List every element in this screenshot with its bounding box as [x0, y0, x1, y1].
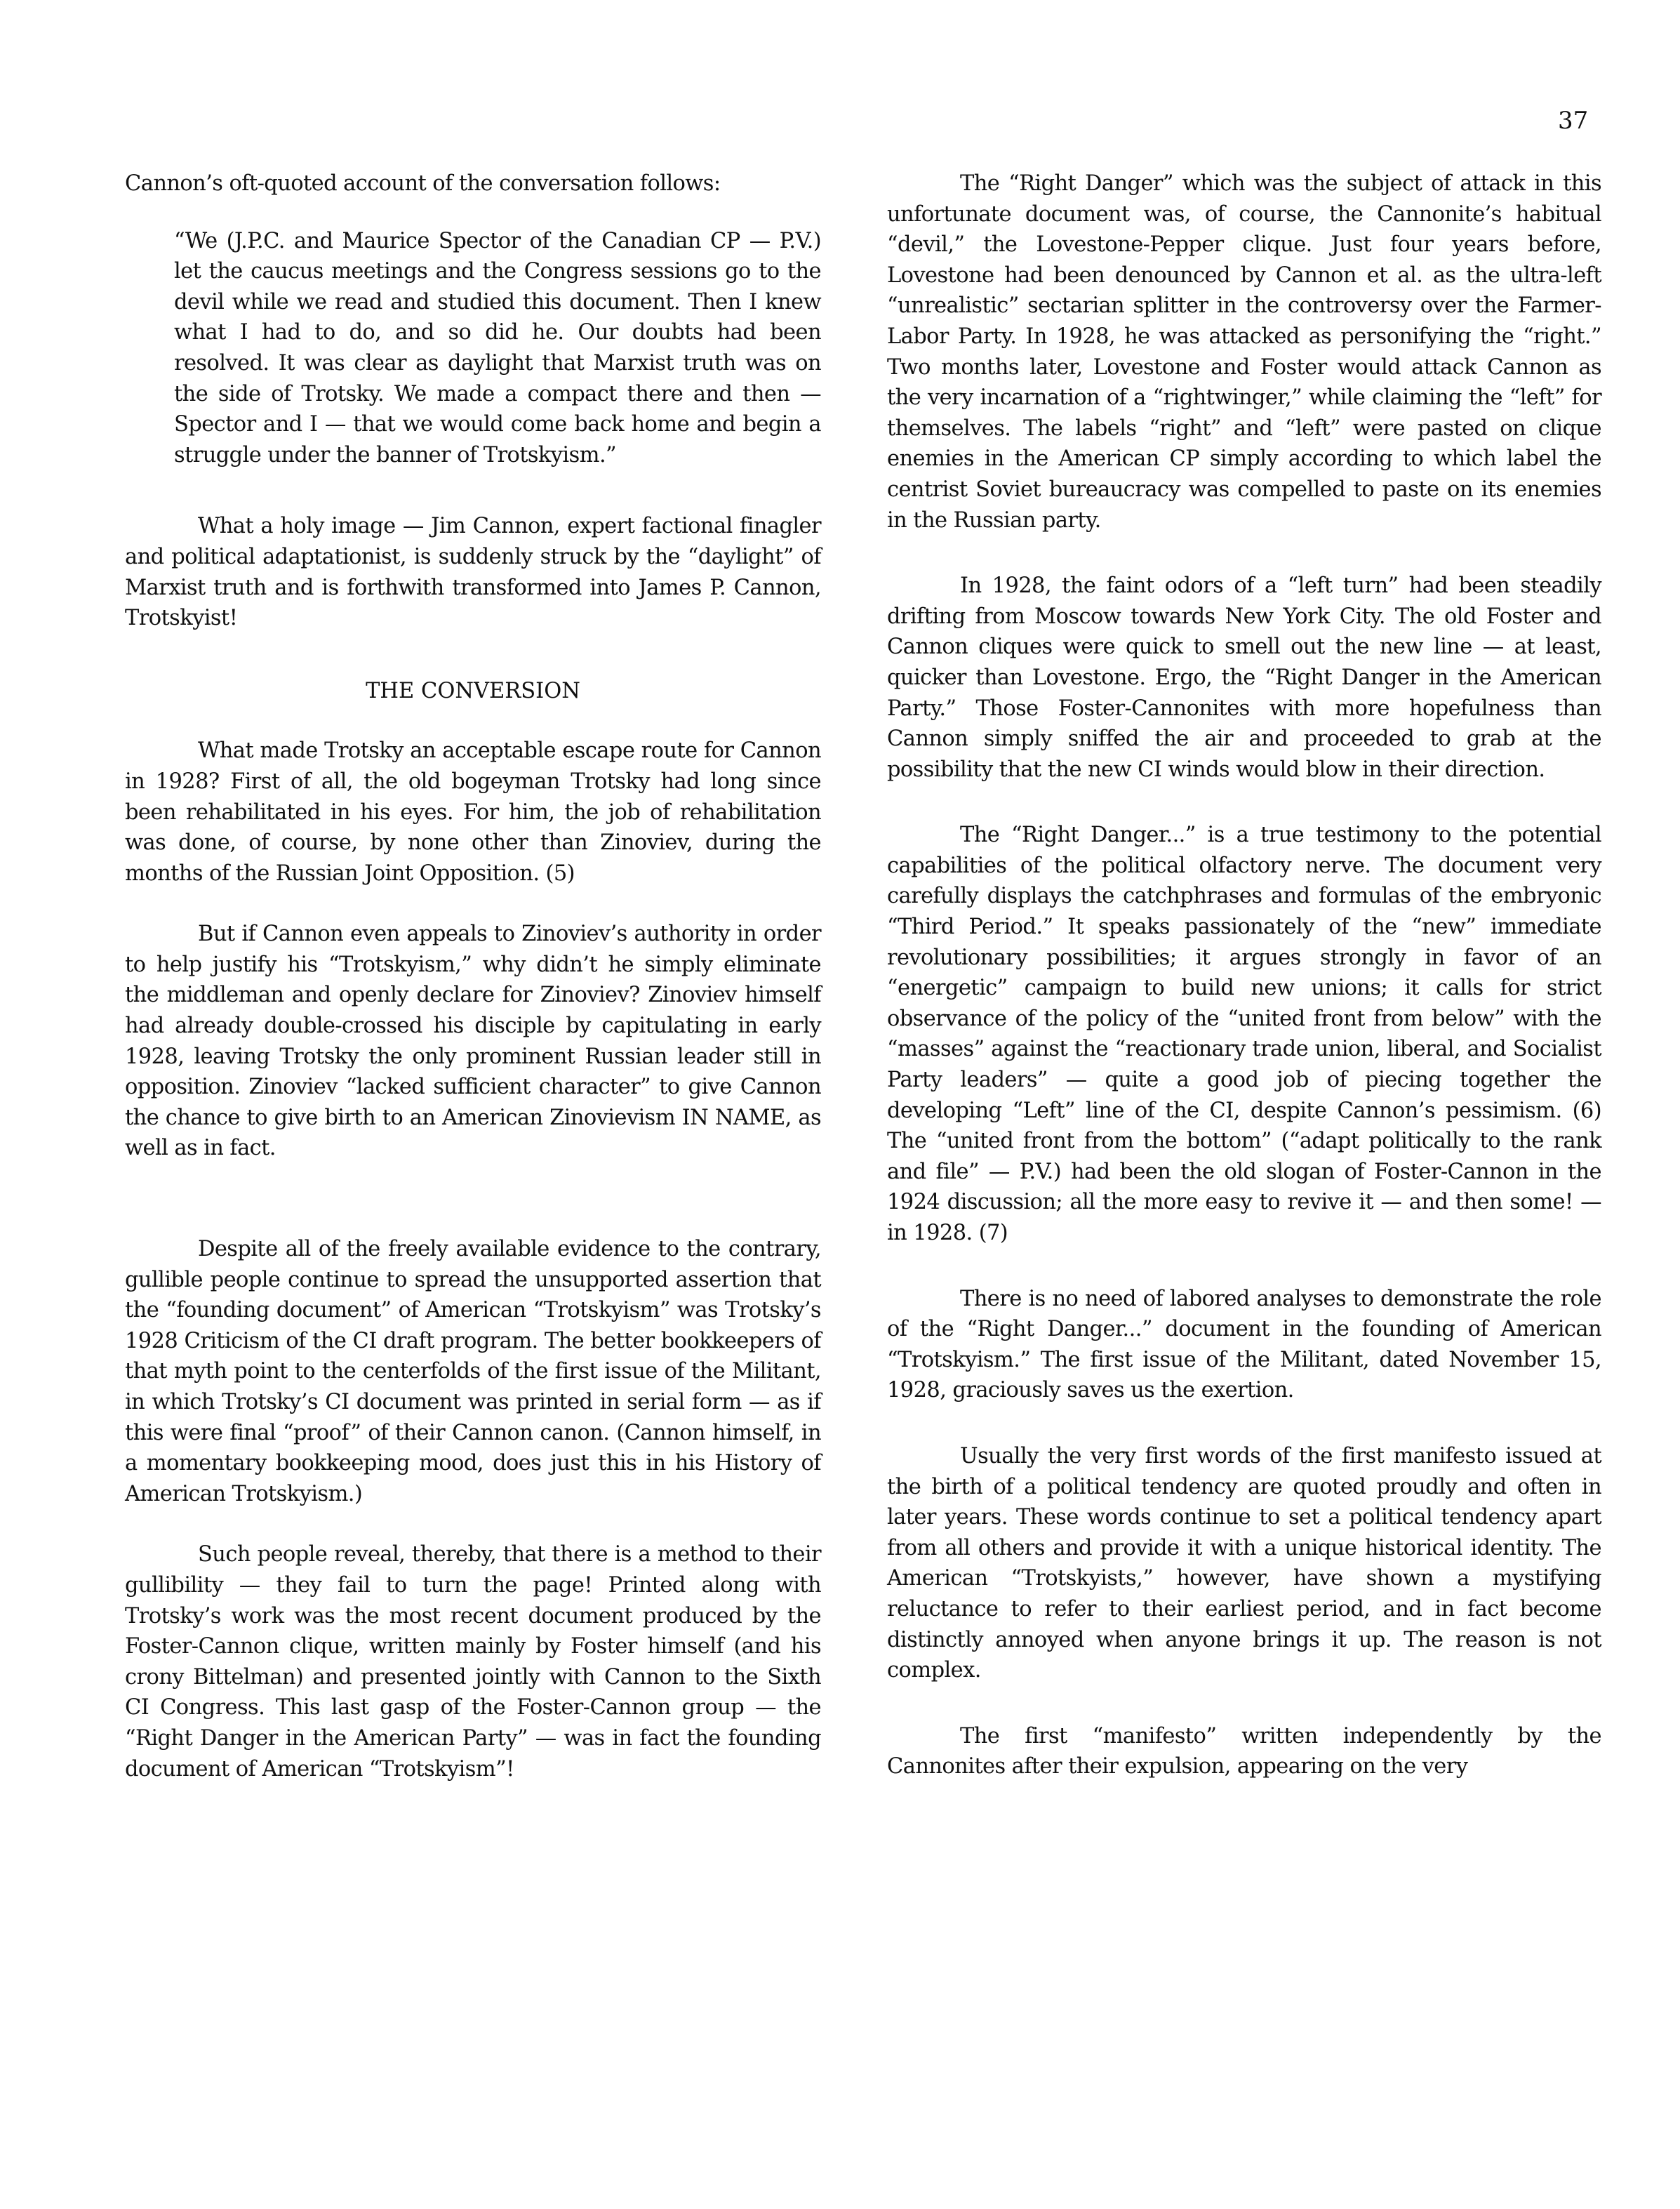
quote-text: “We (J.P.C. and Maurice Spector of the Canadian CP — P.V.) let the caucus meetings and the Congress sessions go to the devil while we read and studied this document. Then I knew what I had to do, and so did he. Our doubts had been resolved. It was clear as daylight that Marxist truth was on the side of Trotsky. We made a compact there and then — Spector and I — that we would come back home and begin a struggle under the banner of Trotskyism.”: [174, 228, 821, 467]
lead-sentence: Cannon’s oft-quoted account of the conversation follows:: [125, 171, 721, 196]
paragraph-testimony: The “Right Danger...” is a true testimony to the potential capabilities of the political olfactory nerve. The document very carefully displays the catchphrases and formulas of the embryonic “Third Period.” It speaks passionately of the “new” immediate revolutionary possibilities; it argues strongly in favor of an “energetic” campaign to build new unions; it calls for strict observance of the policy of the “united front from below” with the “masses” against the “reactionary trade union, liberal, and Socialist Party leaders” — quite a good job of piecing together the developing “Left” line of the CI, despite Cannon’s pessimism. (6) The “united front from the bottom” (“adapt politically to the rank and file” — P.V.) had been the old slogan of Foster-Cannon in the 1924 discussion; all the more easy to revive it — and then some! — in 1928. (7): [887, 823, 1601, 1245]
paragraph-left-turn: In 1928, the faint odors of a “left turn” had been steadily drifting from Moscow towards New York City. The old Foster and Cannon cliques were quick to smell out the new line — at least, quicker than Lovestone. Ergo, the “Right Danger in the American Party.” Those Foster-Cannonites with more hopefulness than Cannon simply sniffed the air and proceeded to grab at the possibility that the new CI winds would blow in their direction.: [887, 573, 1601, 782]
paragraph-holy-image: What a holy image — Jim Cannon, expert factional finagler and political adaptationist, is suddenly struck by the “daylight” of Marxist truth and is forthwith transformed into James P. Cannon, Trotskyist!: [125, 514, 821, 631]
right-column: [887, 168, 1601, 1817]
paragraph-no-need: There is no need of labored analyses to demonstrate the role of the “Right Danger...” document in the founding of American “Trotskyism.” The first issue of the Militant, dated November 15, 1928, graciously saves us the exertion.: [887, 1286, 1601, 1403]
paragraph-first-manifesto: The first “manifesto” written independently by the Cannonites after their expulsion, appearing on the very: [887, 1723, 1601, 1779]
left-column: [125, 168, 821, 1815]
paragraph-usually: Usually the very first words of the first manifesto issued at the birth of a political tendency are quoted proudly and often in later years. These words continue to set a political tendency apart from all others and provide it with a unique historical identity. The American “Trotskyists,” however, have shown a mystifying reluctance to refer to their earliest period, and in fact become distinctly annoyed when anyone brings it up. The reason is not complex.: [887, 1443, 1601, 1683]
paragraph-despite: Despite all of the freely available evidence to the contrary, gullible people continue to spread the unsupported assertion that the “founding document” of American “Trotskyism” was Trotsky’s 1928 Criticism of the CI draft program. The better bookkeepers of that myth point to the centerfolds of the first issue of the Militant, in which Trotsky’s CI document was printed in serial form — as if this were final “proof” of their Cannon canon. (Cannon himself, in a momentary bookkeeping mood, does just this in his History of American Trotskyism.): [125, 1237, 821, 1506]
paragraph-right-danger: The “Right Danger” which was the subject of attack in this unfortunate document was, of course, the Cannonite’s habitual “devil,” the Lovestone-Pepper clique. Just four years before, Lovestone had been denounced by Cannon et al. as the ultra-left “unrealistic” sectarian splitter in the controversy over the Farmer-Labor Party. In 1928, he was attacked as personifying the “right.” Two months later, Lovestone and Foster would attack Cannon as the very incarnation of a “rightwinger,” while claiming the “left” for themselves. The labels “right” and “left” were pasted on clique enemies in the American CP simply according to which label the centrist Soviet bureaucracy was compelled to paste on its enemies in the Russian party.: [887, 171, 1601, 533]
block-quote: [125, 226, 821, 471]
paragraph-zinoviev: But if Cannon even appeals to Zinoviev’s authority in order to help justify his “Trotskyism,” why didn’t he simply eliminate the middleman and openly declare for Zinoviev? Zinoviev himself had already double-crossed his disciple by capitulating in early 1928, leaving Trotsky the only prominent Russian leader still in opposition. Zinoviev “lacked sufficient character” to give Cannon the chance to give birth to an American Zinovievism IN NAME, as well as in fact.: [125, 922, 821, 1161]
page-number: 37: [1558, 107, 1589, 135]
section-heading: THE CONVERSION: [366, 678, 580, 703]
paragraph-escape-route: What made Trotsky an acceptable escape route for Cannon in 1928? First of all, the old bogeyman Trotsky had long since been rehabilitated in his eyes. For him, the job of rehabilitation was done, of course, by none other than Zinoviev, during the months of the Russian Joint Opposition. (5): [125, 738, 821, 886]
paragraph-such-people: Such people reveal, thereby, that there is a method to their gullibility — they fail to turn the page! Printed along with Trotsky’s work was the most recent document produced by the Foster-Cannon clique, written mainly by Foster himself (and his crony Bittelman) and presented jointly with Cannon to the Sixth CI Congress. This last gasp of the Foster-Cannon group — the “Right Danger in the American Party” — was in fact the founding document of American “Trotskyism”!: [125, 1542, 821, 1782]
